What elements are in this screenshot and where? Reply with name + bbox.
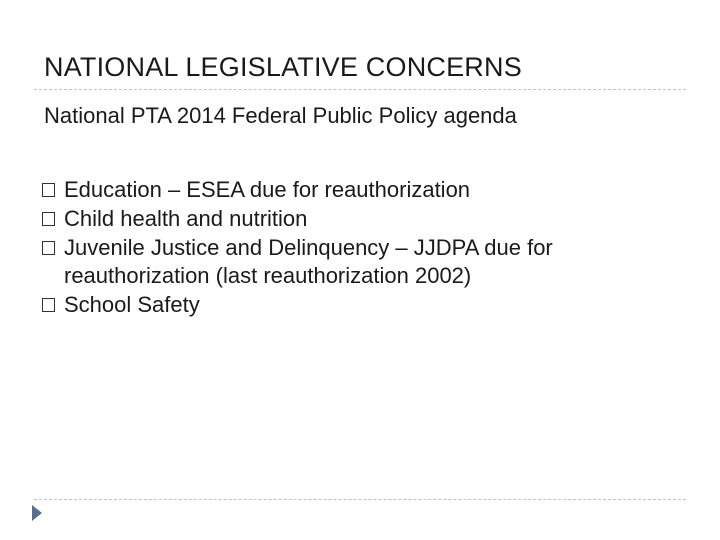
- bullet-list: [42, 176, 682, 320]
- checkbox-bullet-icon: [42, 298, 55, 312]
- checkbox-bullet-icon: [42, 212, 55, 226]
- bullet-text: Education – ESEA due for reauthorization: [64, 177, 471, 202]
- bullet-item: [42, 176, 682, 204]
- checkbox-bullet-icon: [42, 183, 55, 197]
- bullet-item: [42, 205, 682, 233]
- slide-subtitle: National PTA 2014 Federal Public Policy agenda: [44, 103, 517, 128]
- bullet-text: School Safety: [64, 292, 200, 317]
- checkbox-bullet-icon: [42, 241, 55, 255]
- title-divider: [34, 89, 686, 90]
- slide-title: NATIONAL LEGISLATIVE CONCERNS: [44, 52, 522, 82]
- bullet-text: Child health and nutrition: [64, 206, 308, 231]
- footer-divider: [34, 499, 686, 500]
- bullet-item: [42, 234, 682, 290]
- bullet-text: Juvenile Justice and Delinquency – JJDPA due for reauthorization (last reauthorization 2002): [64, 235, 553, 288]
- play-arrow-icon[interactable]: [32, 505, 42, 521]
- bullet-item: [42, 291, 682, 319]
